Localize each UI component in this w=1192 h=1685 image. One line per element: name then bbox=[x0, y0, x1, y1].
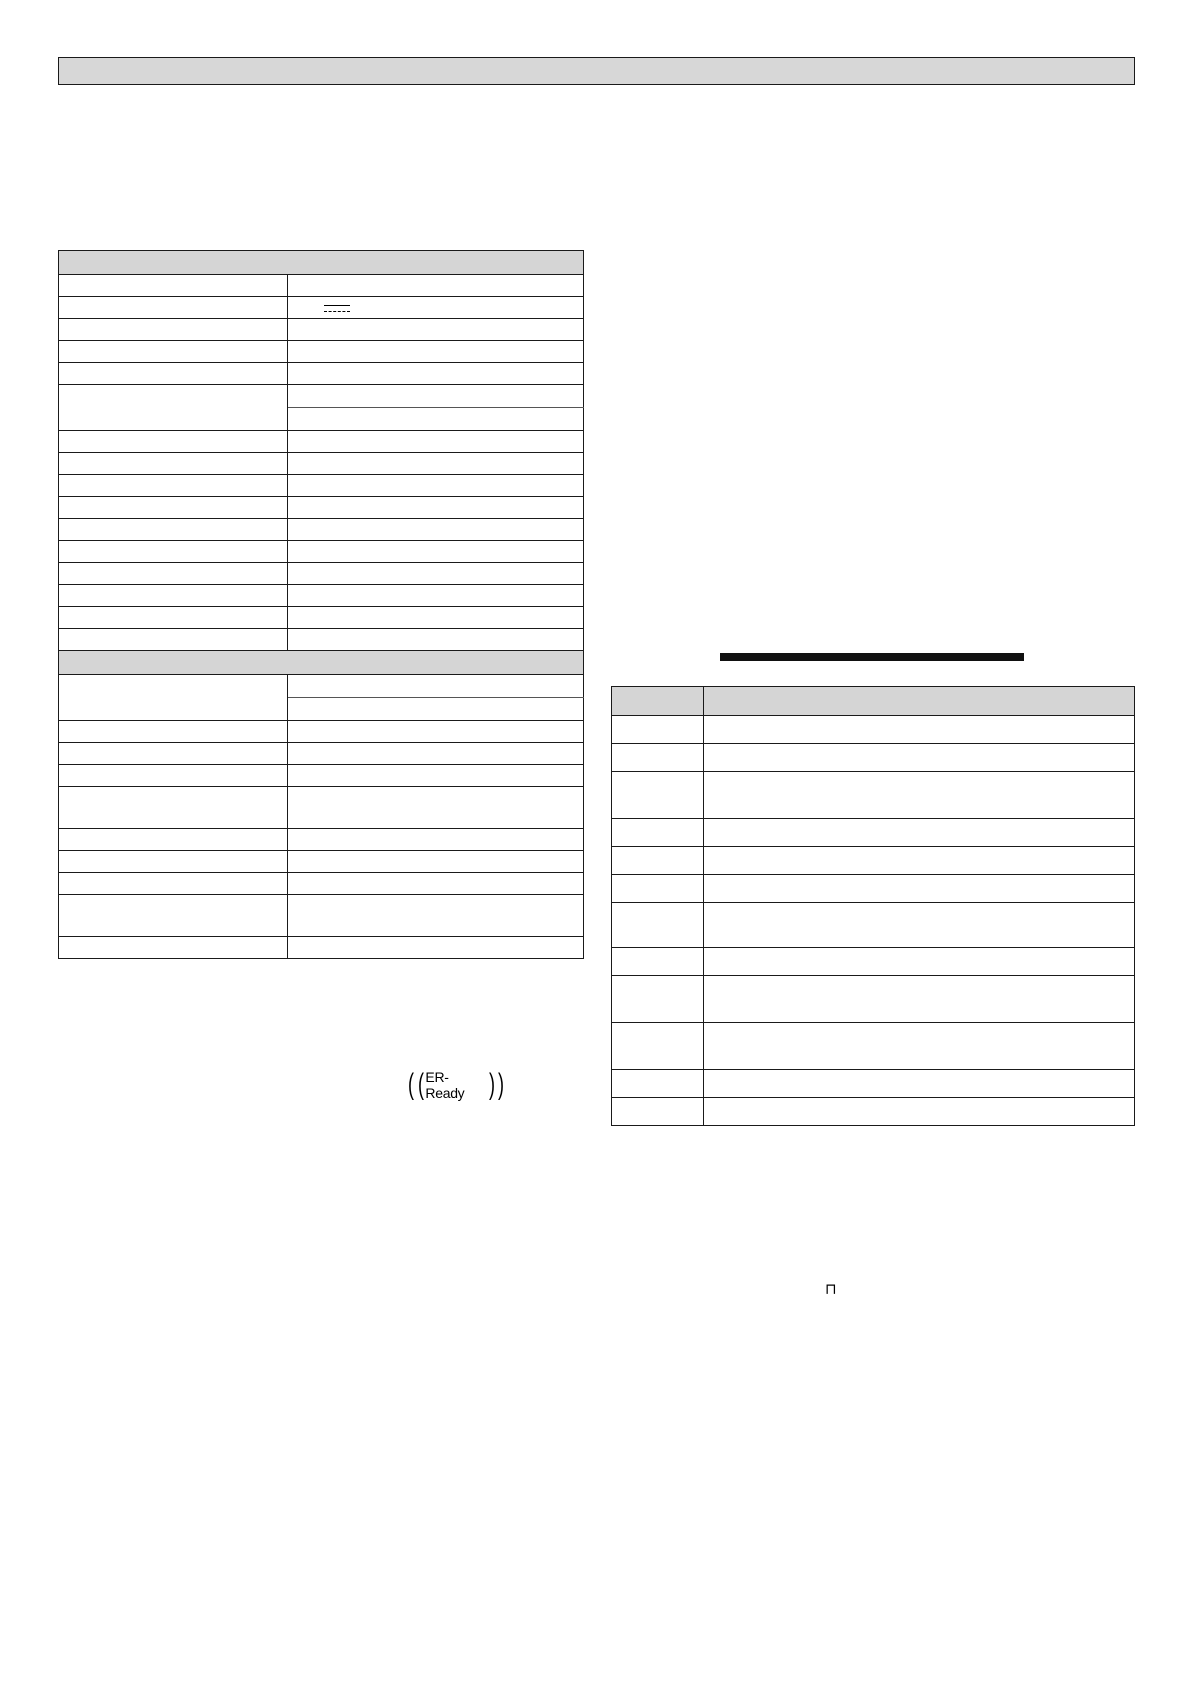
er-logo-paren-left: ( bbox=[407, 1068, 414, 1101]
spec-section-header bbox=[59, 651, 584, 675]
spec-row bbox=[59, 765, 584, 787]
spec-row bbox=[59, 743, 584, 765]
spec-row bbox=[59, 297, 584, 319]
code-table-row bbox=[612, 976, 1135, 1023]
spec-row bbox=[59, 721, 584, 743]
spec-row bbox=[59, 829, 584, 851]
er-logo-paren-right: ) bbox=[488, 1068, 495, 1101]
er-logo-paren-left-2: ( bbox=[417, 1068, 424, 1101]
spec-row bbox=[59, 541, 584, 563]
spec-row bbox=[59, 895, 584, 937]
spec-row bbox=[59, 453, 584, 475]
code-table-row bbox=[612, 716, 1135, 744]
code-table-row bbox=[612, 744, 1135, 772]
spec-row bbox=[59, 675, 584, 698]
code-table-row bbox=[612, 772, 1135, 819]
spec-row bbox=[59, 341, 584, 363]
code-table-row bbox=[612, 1098, 1135, 1126]
dc-current-icon bbox=[324, 303, 350, 315]
spec-row bbox=[59, 319, 584, 341]
section-title-rule bbox=[720, 653, 1024, 661]
code-table-row bbox=[612, 819, 1135, 847]
spec-row bbox=[59, 607, 584, 629]
spec-row bbox=[59, 497, 584, 519]
code-table-row bbox=[612, 948, 1135, 976]
spec-row bbox=[59, 873, 584, 895]
spec-row bbox=[59, 519, 584, 541]
code-table-header bbox=[612, 687, 1135, 716]
display-segment-icon: ⊓ bbox=[825, 1280, 837, 1298]
page-header-bar bbox=[58, 57, 1135, 85]
code-table-row bbox=[612, 875, 1135, 903]
code-table-row bbox=[612, 1070, 1135, 1098]
spec-row bbox=[59, 787, 584, 829]
spec-row bbox=[59, 475, 584, 497]
code-table-row bbox=[612, 903, 1135, 948]
spec-section-header bbox=[59, 251, 584, 275]
spec-row bbox=[59, 585, 584, 607]
spec-row bbox=[59, 275, 584, 297]
spec-row bbox=[59, 431, 584, 453]
specifications-table bbox=[58, 250, 584, 959]
er-logo-paren-right-2: ) bbox=[498, 1068, 505, 1101]
spec-row bbox=[59, 363, 584, 385]
spec-row bbox=[59, 563, 584, 585]
er-ready-logo bbox=[406, 1069, 506, 1101]
er-logo-text: ER-Ready bbox=[425, 1069, 465, 1101]
spec-row bbox=[59, 629, 584, 651]
code-table-row bbox=[612, 1023, 1135, 1070]
code-table-row bbox=[612, 847, 1135, 875]
error-code-table bbox=[611, 686, 1135, 1126]
spec-row bbox=[59, 937, 584, 959]
spec-row bbox=[59, 851, 584, 873]
spec-row bbox=[59, 385, 584, 408]
